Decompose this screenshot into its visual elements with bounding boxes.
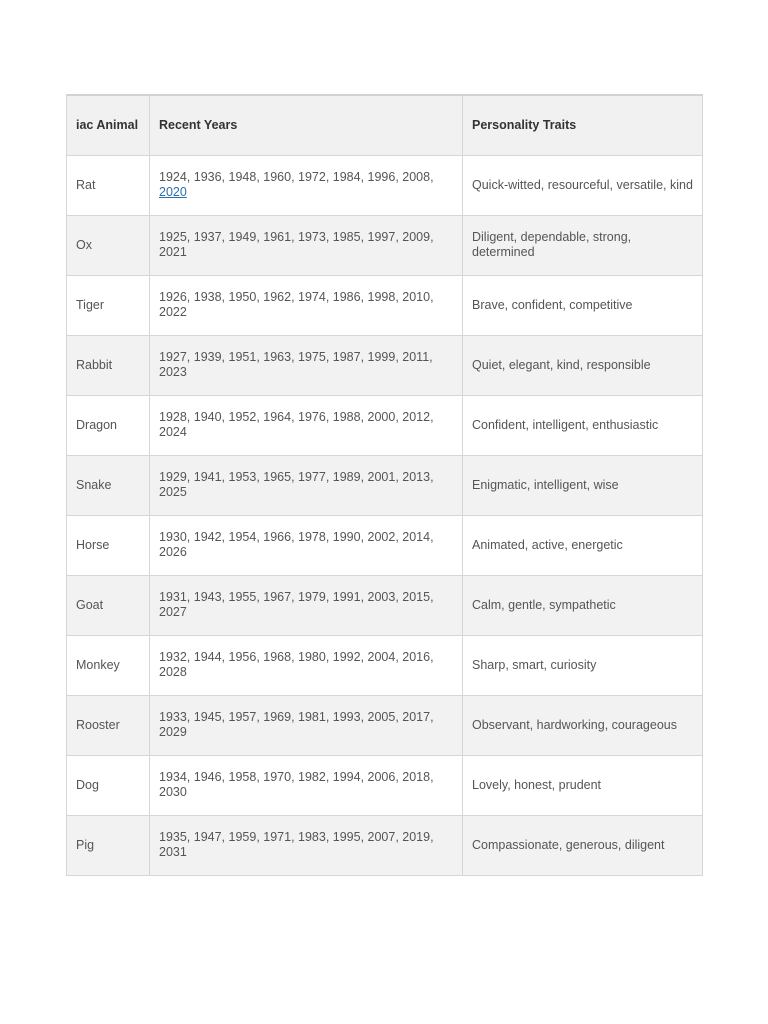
animal-cell: Goat xyxy=(67,575,150,635)
table-row-rat xyxy=(67,155,703,215)
animal-cell: Monkey xyxy=(67,635,150,695)
traits-cell: Observant, hardworking, courageous xyxy=(463,695,703,755)
animal-cell: Tiger xyxy=(67,275,150,335)
animal-cell: Rabbit xyxy=(67,335,150,395)
traits-cell: Enigmatic, intelligent, wise xyxy=(463,455,703,515)
years-text: 1924, 1936, 1948, 1960, 1972, 1984, 1996, 2008, xyxy=(159,170,434,184)
traits-cell: Animated, active, energetic xyxy=(463,515,703,575)
animal-cell: Ox xyxy=(67,215,150,275)
years-cell: 1930, 1942, 1954, 1966, 1978, 1990, 2002, 2014, 2026 xyxy=(150,515,463,575)
table-row-ox xyxy=(67,215,703,275)
years-cell xyxy=(150,155,463,215)
table-row-rooster xyxy=(67,695,703,755)
years-cell: 1928, 1940, 1952, 1964, 1976, 1988, 2000, 2012, 2024 xyxy=(150,395,463,455)
animal-cell: Snake xyxy=(67,455,150,515)
animal-cell: Dragon xyxy=(67,395,150,455)
table-row-rabbit xyxy=(67,335,703,395)
header-personality-traits: Personality Traits xyxy=(463,95,703,155)
years-cell: 1926, 1938, 1950, 1962, 1974, 1986, 1998, 2010, 2022 xyxy=(150,275,463,335)
table-row-tiger xyxy=(67,275,703,335)
header-animal: iac Animal xyxy=(67,95,150,155)
traits-cell: Brave, confident, competitive xyxy=(463,275,703,335)
animal-cell: Rat xyxy=(67,155,150,215)
traits-cell: Confident, intelligent, enthusiastic xyxy=(463,395,703,455)
years-cell: 1925, 1937, 1949, 1961, 1973, 1985, 1997, 2009, 2021 xyxy=(150,215,463,275)
years-cell: 1935, 1947, 1959, 1971, 1983, 1995, 2007, 2019, 2031 xyxy=(150,815,463,875)
traits-cell: Lovely, honest, prudent xyxy=(463,755,703,815)
header-recent-years: Recent Years xyxy=(150,95,463,155)
years-cell: 1932, 1944, 1956, 1968, 1980, 1992, 2004, 2016, 2028 xyxy=(150,635,463,695)
animal-cell: Dog xyxy=(67,755,150,815)
table-header-row xyxy=(67,95,703,155)
table-row-dragon xyxy=(67,395,703,455)
animal-cell: Pig xyxy=(67,815,150,875)
table-row-pig xyxy=(67,815,703,875)
zodiac-table xyxy=(66,94,703,876)
years-cell: 1933, 1945, 1957, 1969, 1981, 1993, 2005, 2017, 2029 xyxy=(150,695,463,755)
traits-cell: Quick-witted, resourceful, versatile, kind xyxy=(463,155,703,215)
animal-cell: Horse xyxy=(67,515,150,575)
year-2020-link[interactable]: 2020 xyxy=(159,185,187,199)
table-row-snake xyxy=(67,455,703,515)
years-cell: 1934, 1946, 1958, 1970, 1982, 1994, 2006, 2018, 2030 xyxy=(150,755,463,815)
traits-cell: Diligent, dependable, strong, determined xyxy=(463,215,703,275)
traits-cell: Sharp, smart, curiosity xyxy=(463,635,703,695)
traits-cell: Compassionate, generous, diligent xyxy=(463,815,703,875)
table-row-horse xyxy=(67,515,703,575)
table-row-goat xyxy=(67,575,703,635)
years-cell: 1931, 1943, 1955, 1967, 1979, 1991, 2003, 2015, 2027 xyxy=(150,575,463,635)
traits-cell: Quiet, elegant, kind, responsible xyxy=(463,335,703,395)
table-row-dog xyxy=(67,755,703,815)
traits-cell: Calm, gentle, sympathetic xyxy=(463,575,703,635)
table-row-monkey xyxy=(67,635,703,695)
years-cell: 1927, 1939, 1951, 1963, 1975, 1987, 1999, 2011, 2023 xyxy=(150,335,463,395)
years-cell: 1929, 1941, 1953, 1965, 1977, 1989, 2001, 2013, 2025 xyxy=(150,455,463,515)
animal-cell: Rooster xyxy=(67,695,150,755)
